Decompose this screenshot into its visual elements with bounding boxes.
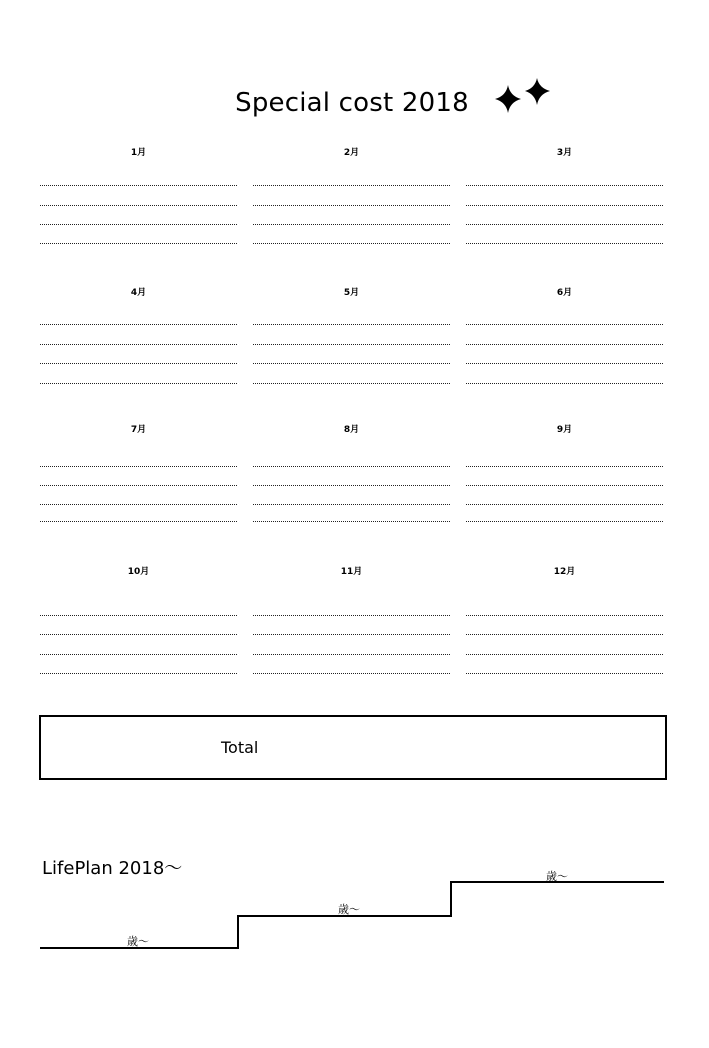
month-label: 6月	[556, 288, 573, 298]
total-label: Total	[221, 738, 259, 757]
month-label: 10月	[127, 567, 150, 577]
month-label: 8月	[343, 425, 360, 435]
lifeplan-title: LifePlan 2018〜	[42, 858, 183, 879]
month-label: 11月	[340, 567, 363, 577]
page-title: Special cost 2018	[235, 88, 469, 118]
age-step-1[interactable]: 歳〜	[127, 935, 149, 948]
month-label: 5月	[343, 288, 360, 298]
month-label: 2月	[343, 148, 360, 158]
age-step-2[interactable]: 歳〜	[338, 903, 360, 916]
age-step-3[interactable]: 歳〜	[546, 870, 568, 883]
month-label: 4月	[130, 288, 147, 298]
month-label: 12月	[553, 567, 576, 577]
month-label: 9月	[556, 425, 573, 435]
month-label: 3月	[556, 148, 573, 158]
month-label: 1月	[130, 148, 147, 158]
month-label: 7月	[130, 425, 147, 435]
